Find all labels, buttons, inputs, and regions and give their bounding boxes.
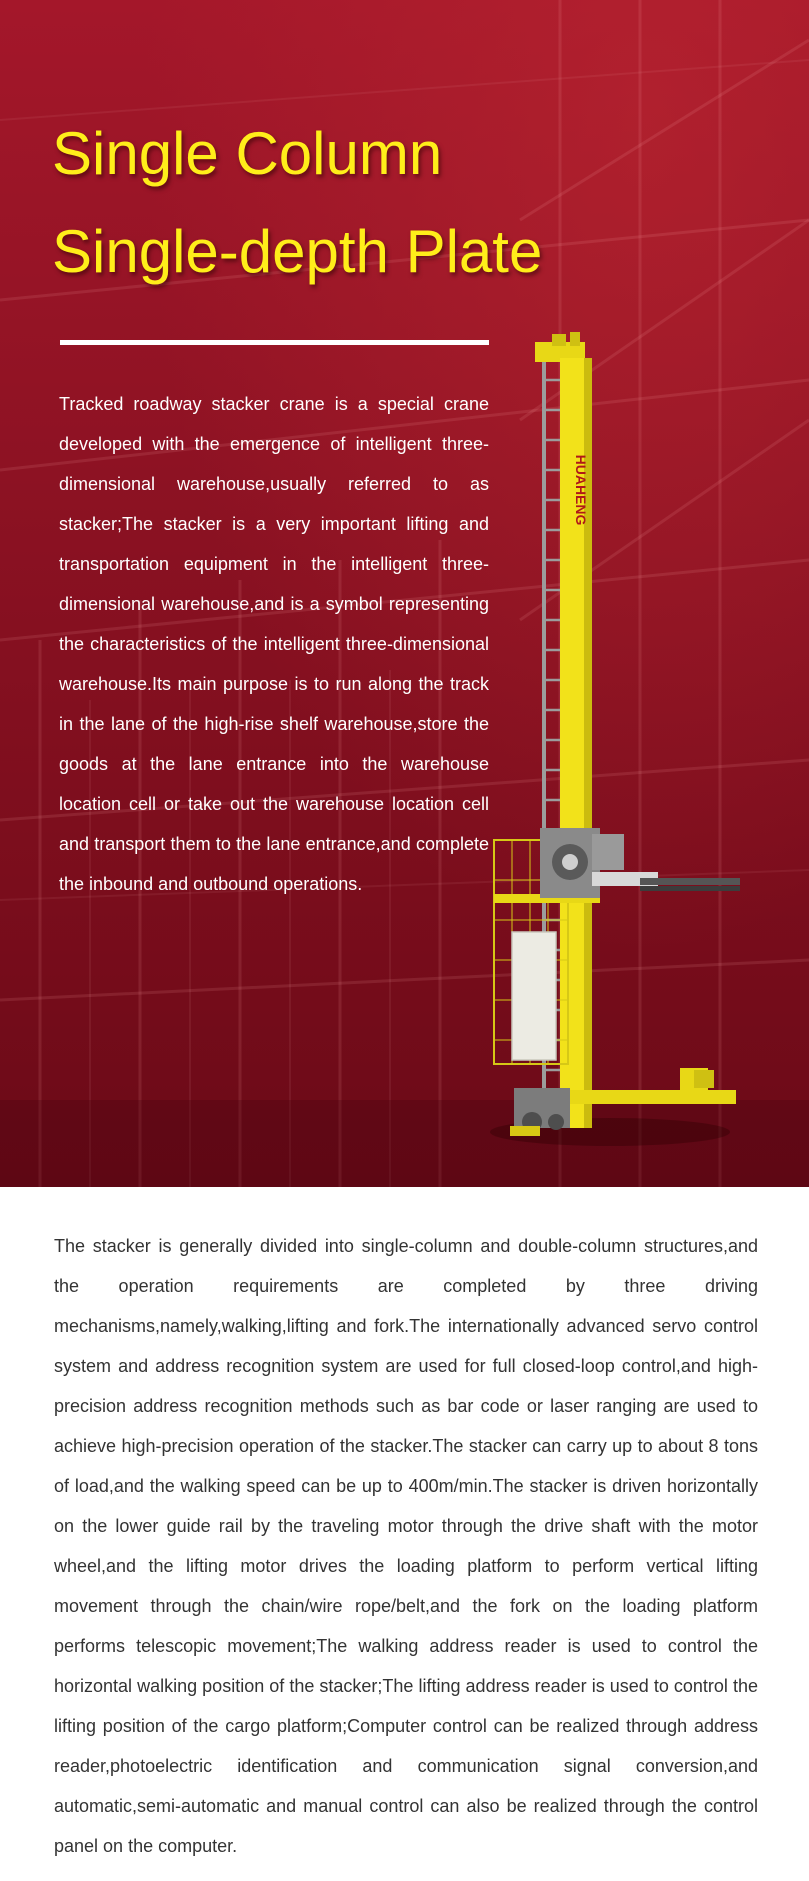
details-paragraph: The stacker is generally divided into single-column and double-column structures,and the operation requirements are completed by three driving mechanisms,namely,walking,lifting and fork.The internationally advanced servo control system and address recognition system are used for full closed-loop control,and high-precision address recognition methods such as bar code or laser ranging are used to achieve high-precision operation of the stacker.The stacker can carry up to about 8 tons of load,and the walking speed can be up to 400m/min.The stacker is driven horizontally on the lower guide rail by the traveling motor through the drive shaft with the motor wheel,and the lifting motor drives the loading platform to perform vertical lifting movement through the chain/wire rope/belt,and the fork on the loading platform performs telescopic movement;The walking address reader is used to control the horizontal walking position of the stacker;The lifting address reader is used to control the lifting position of the cargo platform;Computer control can be realized through address reader,photoelectric identification and communication signal conversion,and automatic,semi-automatic and manual control can also be realized through the control panel on the computer. xyxy=(54,1236,758,1856)
intro-paragraph: Tracked roadway stacker crane is a special crane developed with the emergence of intelligent three-dimensional warehouse,usually referred to as stacker;The stacker is a very important lifting and transportation equipment in the intelligent three-dimensional warehouse,and is a symbol representing the characteristics of the intelligent three-dimensional warehouse.Its main purpose is to run along the track in the lane of the high-rise shelf warehouse,store the goods at the lane entrance into the warehouse location cell or take out the warehouse location cell and transport them to the lane entrance,and complete the inbound and outbound operations. xyxy=(59,394,489,894)
title-divider xyxy=(60,340,489,345)
page-title-line-1: Single Column xyxy=(52,120,443,187)
page-title-line-2: Single-depth Plate xyxy=(52,218,543,285)
stacker-crane-image xyxy=(480,320,750,1160)
crane-brand-label: HUAHENG xyxy=(573,454,589,526)
